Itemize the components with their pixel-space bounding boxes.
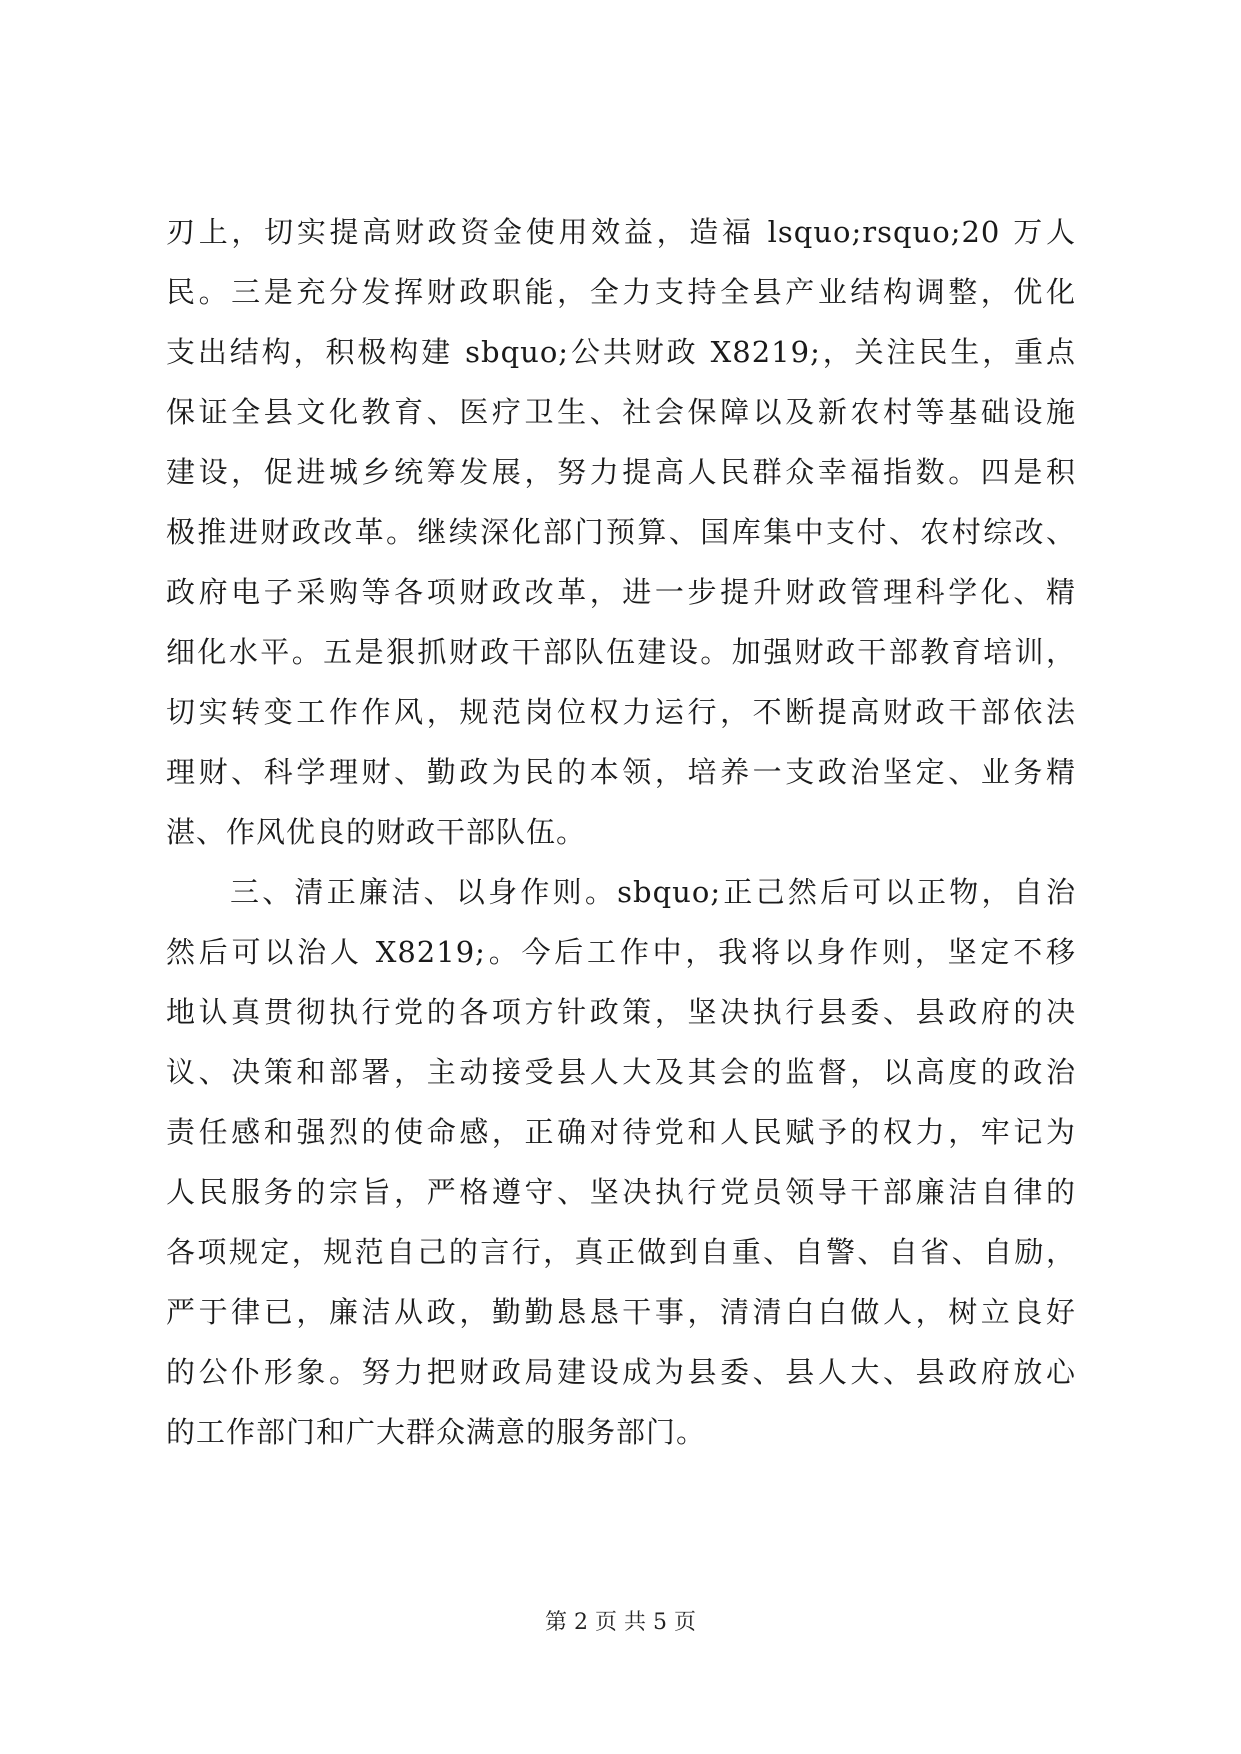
- paragraph-line: 支出结构，积极构建 sbquo;公共财政 X8219;，关注民生，重点: [166, 335, 1076, 369]
- paragraph-line: 切实转变工作作风，规范岗位权力运行，不断提高财政干部依法: [166, 695, 1076, 729]
- paragraph-line: 民。三是充分发挥财政职能，全力支持全县产业结构调整，优化: [166, 275, 1076, 309]
- paragraph-line: 刃上，切实提高财政资金使用效益，造福 lsquo;rsquo;20 万人: [166, 215, 1076, 249]
- paragraph-line: 极推进财政改革。继续深化部门预算、国库集中支付、农村综改、: [166, 515, 1076, 549]
- paragraph-line: 严于律已，廉洁从政，勤勤恳恳干事，清清白白做人，树立良好: [166, 1295, 1076, 1329]
- paragraph-line: 的工作部门和广大群众满意的服务部门。: [166, 1415, 707, 1449]
- paragraph-line: 人民服务的宗旨，严格遵守、坚决执行党员领导干部廉洁自律的: [166, 1175, 1076, 1209]
- paragraph-line: 细化水平。五是狠抓财政干部队伍建设。加强财政干部教育培训，: [166, 635, 1076, 669]
- paragraph-line: 然后可以治人 X8219;。今后工作中，我将以身作则，坚定不移: [166, 935, 1076, 969]
- paragraph-line: 地认真贯彻执行党的各项方针政策，坚决执行县委、县政府的决: [166, 995, 1076, 1029]
- paragraph-line: 保证全县文化教育、医疗卫生、社会保障以及新农村等基础设施: [166, 395, 1076, 429]
- page-number-footer: 第 2 页 共 5 页: [545, 1610, 696, 1635]
- paragraph-line: 理财、科学理财、勤政为民的本领，培养一支政治坚定、业务精: [166, 755, 1076, 789]
- paragraph-line: 建设，促进城乡统筹发展，努力提高人民群众幸福指数。四是积: [166, 455, 1076, 489]
- paragraph-line: 各项规定，规范自己的言行，真正做到自重、自警、自省、自励，: [166, 1235, 1076, 1269]
- paragraph-line: 议、决策和部署，主动接受县人大及其会的监督，以高度的政治: [166, 1055, 1076, 1089]
- paragraph-line: 湛、作风优良的财政干部队伍。: [166, 815, 587, 849]
- paragraph-line: 责任感和强烈的使命感，正确对待党和人民赋予的权力，牢记为: [166, 1115, 1076, 1149]
- paragraph-line: 的公仆形象。努力把财政局建设成为县委、县人大、县政府放心: [166, 1355, 1076, 1389]
- paragraph-line: 政府电子采购等各项财政改革，进一步提升财政管理科学化、精: [166, 575, 1076, 609]
- paragraph-line: 三、清正廉洁、以身作则。sbquo;正己然后可以正物，自治: [230, 875, 1076, 909]
